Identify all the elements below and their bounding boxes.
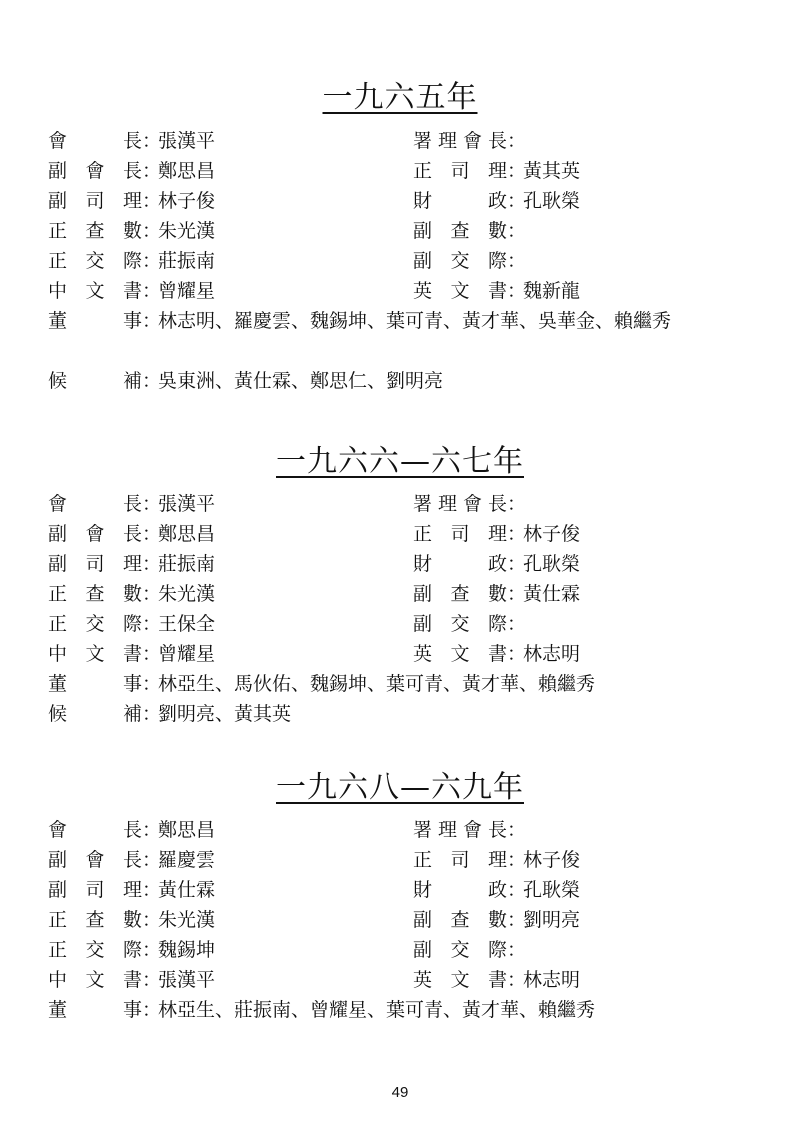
role-label: 副司理 <box>48 879 142 901</box>
role-label: 會長 <box>48 130 142 152</box>
directors-list: 林亞生、莊振南、曾耀星、葉可青、黃才華、賴繼秀 <box>158 999 596 1021</box>
officer-row: 正交際：王保全 副交際： <box>0 609 800 639</box>
officer-name: 孔耿榮 <box>523 190 581 212</box>
officer-row: 中文書：張漢平 英文書：林志明 <box>0 965 800 995</box>
role-label: 財政 <box>413 553 507 575</box>
role-label: 英文書 <box>413 643 507 665</box>
officer-row: 會長：鄭思昌 署理會長： <box>0 815 800 845</box>
officer-row: 副會長：鄭思昌 正司理：林子俊 <box>0 519 800 549</box>
alternates-list: 吳東洲、黃仕霖、鄭思仁、劉明亮 <box>158 370 444 392</box>
role-label: 副司理 <box>48 553 142 575</box>
role-label: 會長 <box>48 493 142 515</box>
role-label: 董事 <box>48 999 142 1021</box>
directors-list: 林亞生、馬伙佑、魏錫坤、葉可青、黃才華、賴繼秀 <box>158 673 596 695</box>
officer-name: 林志明 <box>523 643 581 665</box>
role-label: 正查數 <box>48 583 142 605</box>
role-label: 中文書 <box>48 280 142 302</box>
alternates-row: 候補：吳東洲、黃仕霖、鄭思仁、劉明亮 <box>48 366 443 396</box>
officer-name: 魏新龍 <box>523 280 581 302</box>
officer-name: 朱光漢 <box>158 583 216 605</box>
officer-name: 王保全 <box>158 613 216 635</box>
officer-name: 莊振南 <box>158 553 216 575</box>
officer-row: 中文書：曾耀星 英文書：林志明 <box>0 639 800 669</box>
officer-name: 黃仕霖 <box>523 583 581 605</box>
officer-name: 黃仕霖 <box>158 879 216 901</box>
role-label: 正交際 <box>48 939 142 961</box>
role-label: 正查數 <box>48 909 142 931</box>
section-title: 一九六六—六七年 <box>276 444 524 479</box>
role-label: 財政 <box>413 190 507 212</box>
role-label: 副會長 <box>48 523 142 545</box>
role-label: 副交際 <box>413 250 507 272</box>
role-label: 英文書 <box>413 280 507 302</box>
role-label: 副會長 <box>48 849 142 871</box>
directors-row: 董事：林志明、羅慶雲、魏錫坤、葉可青、黃才華、吳華金、賴繼秀 <box>48 306 718 336</box>
officer-name: 鄭思昌 <box>158 819 216 841</box>
officer-name: 孔耿榮 <box>523 553 581 575</box>
role-label: 正司理 <box>413 849 507 871</box>
alternates-row: 候補：劉明亮、黃其英 <box>48 699 291 729</box>
officer-name: 朱光漢 <box>158 220 216 242</box>
officer-name: 張漢平 <box>158 493 216 515</box>
officer-row: 正查數：朱光漢 副查數：黃仕霖 <box>0 579 800 609</box>
role-label: 署理會長 <box>413 819 507 841</box>
role-label: 正司理 <box>413 160 507 182</box>
role-label: 副交際 <box>413 613 507 635</box>
section-title: 一九六八—六九年 <box>276 770 524 805</box>
role-label: 副會長 <box>48 160 142 182</box>
officer-row: 正交際：魏錫坤 副交際： <box>0 935 800 965</box>
role-label: 候補 <box>48 703 142 725</box>
officer-name: 黃其英 <box>523 160 581 182</box>
officer-row: 副會長：羅慶雲 正司理：林子俊 <box>0 845 800 875</box>
officer-name: 林子俊 <box>158 190 216 212</box>
alternates-list: 劉明亮、黃其英 <box>158 703 292 725</box>
role-label: 董事 <box>48 310 142 332</box>
officer-name: 林志明 <box>523 969 581 991</box>
role-label: 中文書 <box>48 969 142 991</box>
role-label: 財政 <box>413 879 507 901</box>
role-label: 中文書 <box>48 643 142 665</box>
role-label: 正交際 <box>48 613 142 635</box>
officer-name: 魏錫坤 <box>158 939 216 961</box>
directors-list: 林志明、羅慶雲、魏錫坤、葉可青、黃才華、吳華金、賴繼秀 <box>158 310 672 332</box>
officer-name: 張漢平 <box>158 130 216 152</box>
role-label: 署理會長 <box>413 493 507 515</box>
officer-row: 會長：張漢平 署理會長： <box>0 489 800 519</box>
directors-row: 董事：林亞生、莊振南、曾耀星、葉可青、黃才華、賴繼秀 <box>48 995 595 1025</box>
officer-name: 曾耀星 <box>158 643 216 665</box>
officer-row: 中文書：曾耀星 英文書：魏新龍 <box>0 276 800 306</box>
officer-name: 張漢平 <box>158 969 216 991</box>
role-label: 署理會長 <box>413 130 507 152</box>
section-title: 一九六五年 <box>322 80 478 115</box>
officer-name: 羅慶雲 <box>158 849 216 871</box>
officer-name: 林子俊 <box>523 849 581 871</box>
officer-name: 朱光漢 <box>158 909 216 931</box>
role-label: 副查數 <box>413 583 507 605</box>
role-label: 候補 <box>48 370 142 392</box>
page-number: 49 <box>391 1084 409 1101</box>
role-label: 副查數 <box>413 220 507 242</box>
officer-row: 會長：張漢平 署理會長： <box>0 126 800 156</box>
role-label: 副司理 <box>48 190 142 212</box>
officer-name: 鄭思昌 <box>158 523 216 545</box>
officer-row: 副會長：鄭思昌 正司理：黃其英 <box>0 156 800 186</box>
officer-name: 林子俊 <box>523 523 581 545</box>
role-label: 會長 <box>48 819 142 841</box>
role-label: 正交際 <box>48 250 142 272</box>
role-label: 正查數 <box>48 220 142 242</box>
officer-row: 副司理：莊振南 財政：孔耿榮 <box>0 549 800 579</box>
officer-row: 正查數：朱光漢 副查數： <box>0 216 800 246</box>
role-label: 副查數 <box>413 909 507 931</box>
officer-row: 正查數：朱光漢 副查數：劉明亮 <box>0 905 800 935</box>
directors-row: 董事：林亞生、馬伙佑、魏錫坤、葉可青、黃才華、賴繼秀 <box>48 669 595 699</box>
officer-row: 正交際：莊振南 副交際： <box>0 246 800 276</box>
role-label: 副交際 <box>413 939 507 961</box>
officer-name: 鄭思昌 <box>158 160 216 182</box>
officer-name: 莊振南 <box>158 250 216 272</box>
officer-name: 孔耿榮 <box>523 879 581 901</box>
role-label: 英文書 <box>413 969 507 991</box>
officer-row: 副司理：黃仕霖 財政：孔耿榮 <box>0 875 800 905</box>
role-label: 董事 <box>48 673 142 695</box>
role-label: 正司理 <box>413 523 507 545</box>
officer-name: 劉明亮 <box>523 909 581 931</box>
officer-row: 副司理：林子俊 財政：孔耿榮 <box>0 186 800 216</box>
officer-name: 曾耀星 <box>158 280 216 302</box>
